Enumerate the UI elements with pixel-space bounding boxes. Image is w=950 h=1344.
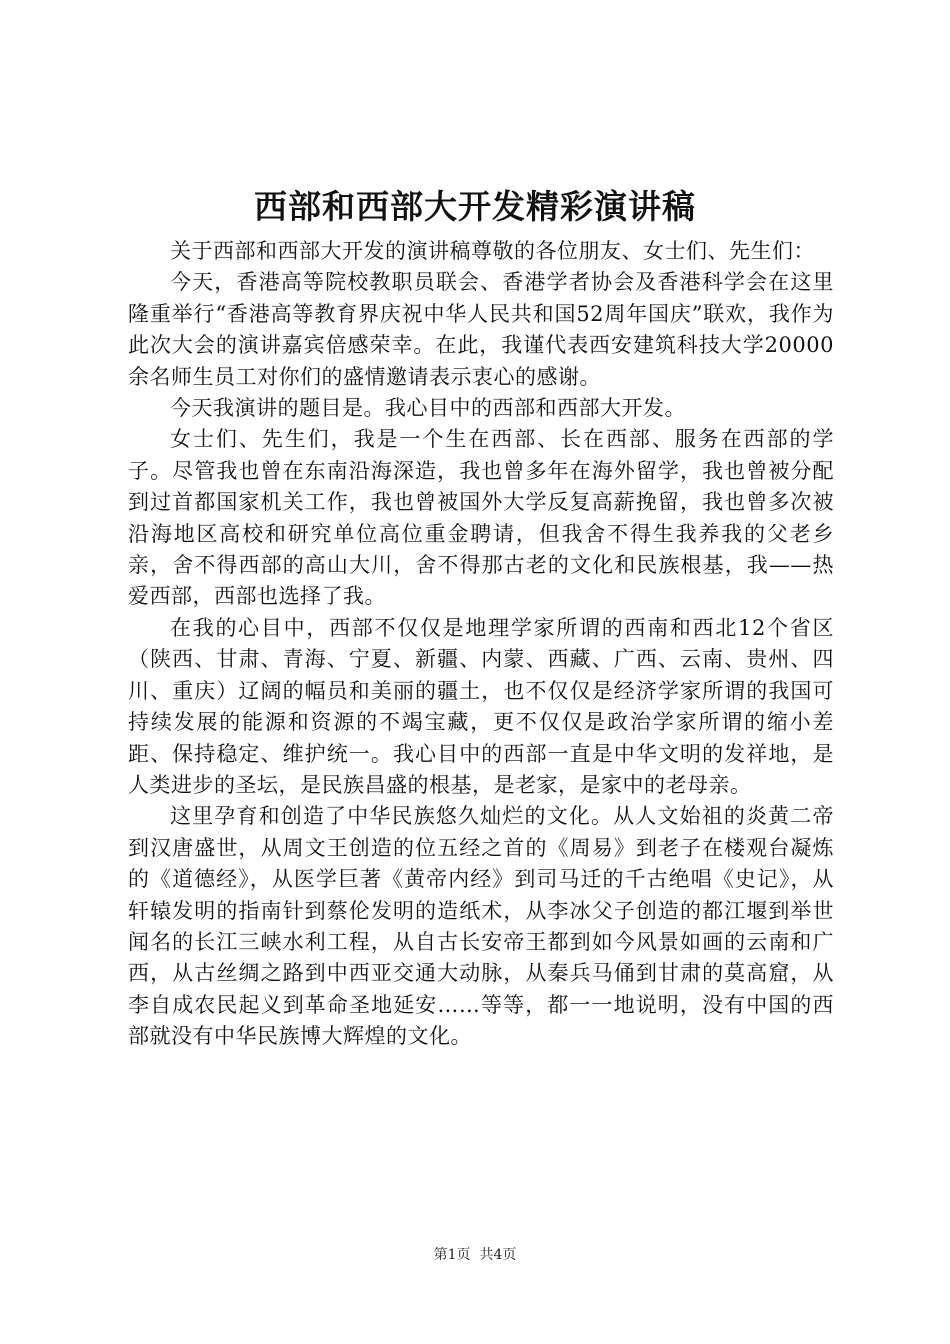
- page-footer: [0, 1245, 950, 1265]
- page-total: 共4页: [479, 1247, 517, 1263]
- paragraph-salutation: 关于西部和西部大开发的演讲稿尊敬的各位朋友、女士们、先生们：: [170, 239, 815, 263]
- paragraph-topic: 今天我演讲的题目是。我心目中的西部和西部大开发。: [170, 396, 686, 421]
- paragraph-background: 女士们、先生们，我是一个生在西部、长在西部、服务在西部的学子。尽管我也曾在东南沿海深造，我也曾多年在海外留学，我也曾被分配到过首都国家机关工作，我也曾被国外大学反复高薪挽留，我也曾多次被沿海地区高校和研究单位高位重金聘请，但我舍不得生我养我的父老乡亲，舍不得西部的高山大川，舍不得那古老的文化和民族根基，我——热爱西部，西部也选择了我。: [128, 427, 834, 609]
- paragraph-opening: 今天，香港高等院校教职员联会、香港学者协会及香港科学会在这里隆重举行“香港高等教育界庆祝中华人民共和国52周年国庆”联欢，我作为此次大会的演讲嘉宾倍感荣幸。在此，我谨代表西安建筑科技大学20000余名师生员工对你们的盛情邀请表示衷心的感谢。: [128, 270, 834, 389]
- paragraph-west-definition: 在我的心目中，西部不仅仅是地理学家所谓的西南和西北12个省区（陕西、甘肃、青海、宁夏、新疆、内蒙、西藏、广西、云南、贵州、四川、重庆）辽阔的幅员和美丽的疆土，也不仅仅是经济学家所谓的我国可持续发展的能源和资源的不竭宝藏，更不仅仅是政治学家所谓的缩小差距、保持稳定、维护统一。我心目中的西部一直是中华文明的发祥地，是人类进步的圣坛，是民族昌盛的根基，是老家，是家中的老母亲。: [128, 615, 834, 797]
- paragraph-culture: 这里孕育和创造了中华民族悠久灿烂的文化。从人文始祖的炎黄二帝到汉唐盛世，从周文王创造的位五经之首的《周易》到老子在楼观台凝炼的《道德经》，从医学巨著《黄帝内经》到司马迁的千古绝唱《史记》，从轩辕发明的指南针到蔡伦发明的造纸术，从李冰父子创造的都江堰到举世闻名的长江三峡水利工程，从自古长安帝王都到如今风景如画的云南和广西，从古丝绸之路到中西亚交通大动脉，从秦兵马俑到甘肃的莫高窟，从李自成农民起义到革命圣地延安……等等，都一一地说明，没有中国的西部就没有中华民族博大辉煌的文化。: [128, 804, 834, 1049]
- document-title: 西部和西部大开发精彩演讲稿: [254, 187, 696, 226]
- document-body: [128, 236, 834, 1053]
- page-number: 第1页: [433, 1247, 471, 1263]
